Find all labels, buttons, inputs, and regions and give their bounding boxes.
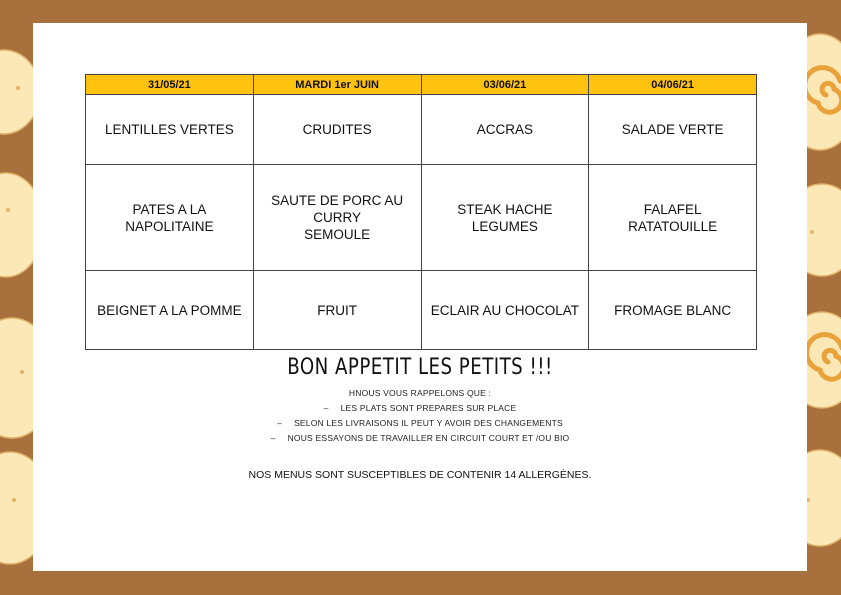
menu-cell: STEAK HACHE LEGUMES	[421, 165, 589, 271]
menu-cell: FALAFEL RATATOUILLE	[589, 165, 757, 271]
menu-cell: FROMAGE BLANC	[589, 271, 757, 350]
menu-cell: PATES A LA NAPOLITAINE	[86, 165, 254, 271]
menu-cell: SALADE VERTE	[589, 95, 757, 165]
menu-cell: BEIGNET A LA POMME	[86, 271, 254, 350]
note-line: – NOUS ESSAYONS DE TRAVAILLER EN CIRCUIT COURT ET /OU BIO	[270, 433, 570, 443]
day-header: 04/06/21	[589, 75, 757, 95]
allergen-notice: NOS MENUS SONT SUSCEPTIBLES DE CONTENIR 14 ALLERGÈNES.	[248, 469, 592, 481]
starter-row	[86, 95, 757, 165]
menu-cell: ECLAIR AU CHOCOLAT	[421, 271, 589, 350]
headline: BON APPETIT LES PETITS !!!	[287, 355, 553, 380]
dessert-row	[86, 271, 757, 350]
day-header: 31/05/21	[86, 75, 254, 95]
day-header: MARDI 1er JUIN	[253, 75, 421, 95]
notes-intro: HNOUS VOUS RAPPELONS QUE :	[348, 388, 492, 398]
note-line: – LES PLATS SONT PREPARES SUR PLACE	[323, 403, 517, 413]
menu-table	[85, 74, 757, 350]
menu-cell: CRUDITES	[253, 95, 421, 165]
table-header-row	[86, 75, 757, 95]
day-header: 03/06/21	[421, 75, 589, 95]
menu-cell: LENTILLES VERTES	[86, 95, 254, 165]
main-course-row	[86, 165, 757, 271]
menu-sheet	[33, 23, 807, 571]
menu-cell: ACCRAS	[421, 95, 589, 165]
note-line: – SELON LES LIVRAISONS IL PEUT Y AVOIR DES CHANGEMENTS	[277, 418, 563, 428]
menu-cell: SAUTE DE PORC AU CURRY SEMOULE	[253, 165, 421, 271]
menu-cell: FRUIT	[253, 271, 421, 350]
